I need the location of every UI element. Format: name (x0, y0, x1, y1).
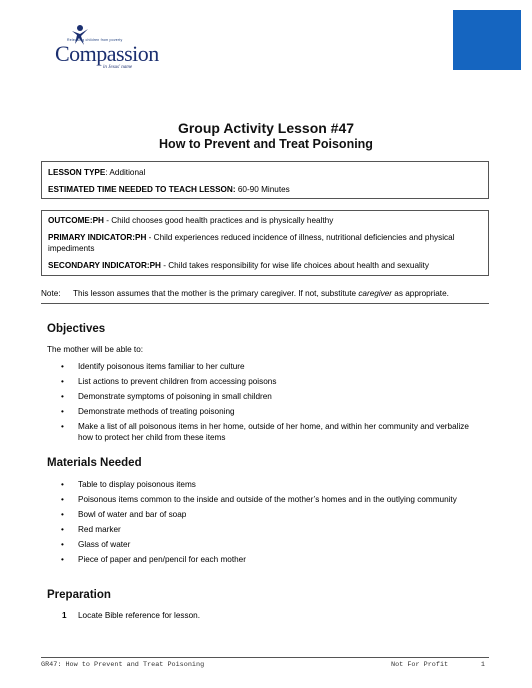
bullet-icon: • (61, 422, 64, 431)
materials-list (47, 480, 477, 570)
footer-lesson-name: GR47: How to Prevent and Treat Poisoning (41, 661, 205, 669)
lesson-type-label: LESSON TYPE (48, 168, 106, 177)
list-item-text: Demonstrate symptoms of poisoning in small children (78, 392, 272, 401)
objectives-heading: Objectives (47, 323, 106, 335)
bullet-icon: • (61, 362, 64, 371)
primary-indicator-label: PRIMARY INDICATOR:PH (48, 233, 147, 242)
list-item-text: Bowl of water and bar of soap (78, 510, 187, 519)
lesson-time-line (48, 184, 482, 195)
lesson-time-value: 60-90 Minutes (235, 185, 290, 194)
list-item (47, 525, 477, 536)
lesson-type-line (48, 167, 482, 178)
objectives-list (47, 362, 477, 448)
list-item (47, 555, 477, 566)
blue-brand-block (453, 10, 521, 70)
secondary-indicator-line (48, 260, 482, 271)
page-title: Group Activity Lesson #47 (177, 120, 355, 136)
list-item (47, 495, 477, 506)
preparation-step (62, 611, 200, 620)
bullet-icon: • (61, 377, 64, 386)
logo-wordmark: Compassion (55, 41, 159, 66)
list-item-text: Glass of water (78, 540, 131, 549)
list-item-text: Demonstrate methods of treating poisoning (78, 407, 235, 416)
list-item-text: Table to display poisonous items (78, 480, 196, 489)
note-text-after: as appropriate. (392, 289, 449, 298)
list-item-text: Make a list of all poisonous items in her home, outside of her home, and within her community and verbalize how to protect her child from these items (78, 422, 469, 442)
bullet-icon: • (61, 495, 64, 504)
list-item (47, 540, 477, 551)
bullet-icon: • (61, 555, 64, 564)
lesson-type-value: : Additional (105, 168, 146, 177)
list-item-text: List actions to prevent children from accessing poisons (78, 377, 277, 386)
compassion-logo (55, 24, 175, 72)
list-item-text: Identify poisonous items familiar to her culture (78, 362, 245, 371)
secondary-indicator-label: SECONDARY INDICATOR:PH (48, 261, 161, 270)
note-emphasis: caregiver (358, 289, 393, 298)
lesson-time-label: ESTIMATED TIME NEEDED TO TEACH LESSON: (48, 185, 236, 194)
page-footer (41, 657, 489, 669)
bullet-icon: • (61, 407, 64, 416)
bullet-icon: • (61, 540, 64, 549)
logo-tagline: Releasing children from poverty (67, 38, 123, 42)
objectives-intro: The mother will be able to: (47, 345, 144, 354)
page-number: 1 (480, 661, 485, 669)
list-item (47, 510, 477, 521)
bullet-icon: • (61, 392, 64, 401)
bullet-icon: • (61, 510, 64, 519)
list-item (47, 362, 477, 373)
list-item-text: Red marker (78, 525, 121, 534)
note-text-before: This lesson assumes that the mother is the primary caregiver. If not, substitute (73, 289, 359, 298)
secondary-indicator-value: - Child takes responsibility for wise life choices about health and sexuality (160, 261, 430, 270)
materials-heading: Materials Needed (47, 457, 142, 469)
caregiver-note (41, 289, 489, 304)
list-item-text: Poisonous items common to the inside and outside of the mother’s homes and in the outlying community (78, 495, 457, 504)
note-label: Note: (41, 289, 61, 298)
outcomes-box (41, 210, 489, 276)
outcome-label: OUTCOME:PH (48, 216, 104, 225)
bullet-icon: • (61, 480, 64, 489)
step-text: Locate Bible reference for lesson. (78, 611, 200, 620)
preparation-heading: Preparation (47, 589, 111, 601)
page-subtitle: How to Prevent and Treat Poisoning (159, 137, 373, 151)
list-item (47, 392, 477, 403)
footer-not-for-profit: Not For Profit (391, 661, 449, 669)
list-item (47, 480, 477, 491)
step-number: 1 (62, 611, 67, 620)
bullet-icon: • (61, 525, 64, 534)
outcome-value: - Child chooses good health practices and is physically healthy (103, 216, 334, 225)
list-item (47, 377, 477, 388)
logo-subline: in Jesus' name (103, 65, 133, 70)
primary-indicator-line (48, 232, 482, 254)
list-item-text: Piece of paper and pen/pencil for each mother (78, 555, 246, 564)
list-item (47, 422, 477, 443)
list-item (47, 407, 477, 418)
primary-indicator-value: - Child experiences reduced incidence of illness, nutritional deficiencies and physical impediments (48, 233, 455, 253)
lesson-info-box (41, 161, 489, 199)
outcome-line (48, 215, 482, 226)
